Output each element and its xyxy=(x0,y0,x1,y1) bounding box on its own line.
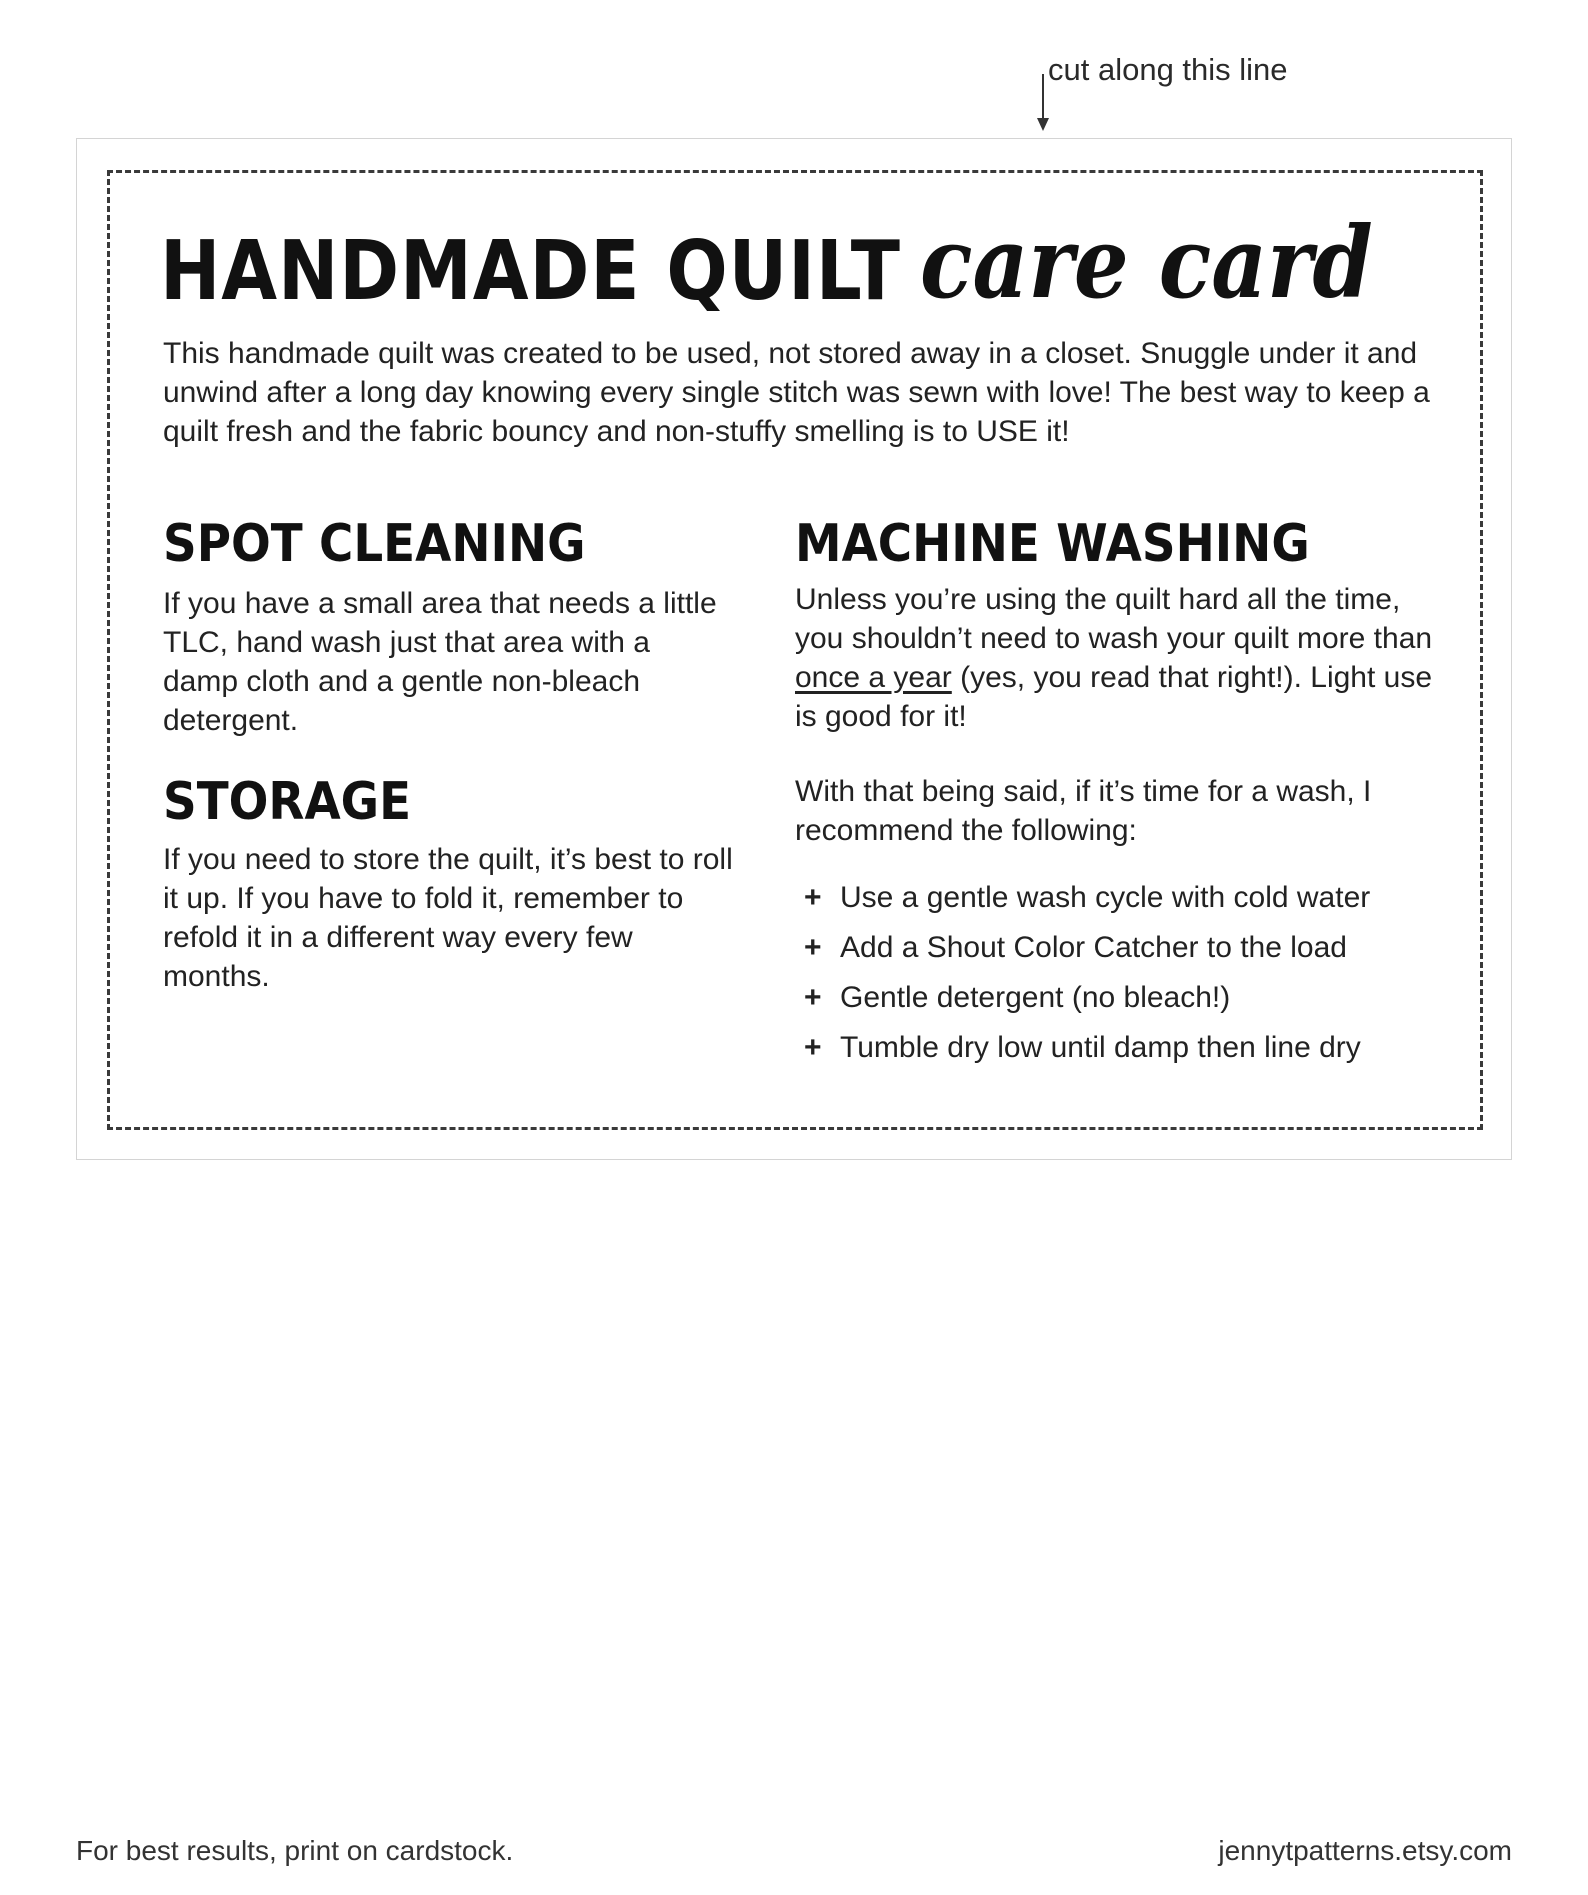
wash-instructions-list xyxy=(804,873,1371,1073)
intro-paragraph: This handmade quilt was created to be used, not stored away in a closet. Snuggle under it and unwind after a long day knowing every single stitch was sewn with love! The best way to keep a quilt fresh and the fabric bouncy and non-stuffy smelling is to USE it! xyxy=(163,337,1430,448)
storage-body: If you need to store the quilt, it’s best to roll it up. If you have to fold it, remember to refold it in a different way every few months. xyxy=(163,843,733,993)
plus-icon: + xyxy=(804,1031,822,1064)
title-script: care card xyxy=(920,206,1373,321)
print-tip: For best results, print on cardstock. xyxy=(76,1835,514,1866)
machine-washing-body xyxy=(795,580,1445,736)
shop-url: jennytpatterns.etsy.com xyxy=(1218,1835,1512,1866)
storage-heading: STORAGE xyxy=(163,772,412,832)
machine-washing-body-start: Unless you’re using the quilt hard all the time, you shouldn’t need to wash your quilt more than xyxy=(795,583,1433,655)
list-item: + Gentle detergent (no bleach!) xyxy=(840,973,1370,1023)
plus-icon: + xyxy=(804,881,822,914)
machine-washing-body-end: (yes, you read that right!). Light use is good for it! xyxy=(795,661,1433,733)
machine-washing-heading: MACHINE WASHING xyxy=(795,514,1310,574)
once-a-year-emphasis: once a year xyxy=(795,661,952,694)
list-item: + Tumble dry low until damp then line dry xyxy=(840,1023,1370,1073)
list-item: + Add a Shout Color Catcher to the load xyxy=(840,923,1370,973)
spot-cleaning-heading: SPOT CLEANING xyxy=(163,514,586,574)
spot-cleaning-body: If you have a small area that needs a little TLC, hand wash just that area with a damp cloth and a gentle non-bleach detergent. xyxy=(163,587,717,737)
machine-washing-followup: With that being said, if it’s time for a wash, I recommend the following: xyxy=(795,775,1372,847)
plus-icon: + xyxy=(804,981,822,1014)
plus-icon: + xyxy=(804,931,822,964)
cut-instruction-label: cut along this line xyxy=(1048,52,1288,87)
title-main: HANDMADE QUILT xyxy=(160,224,901,319)
list-item: + Use a gentle wash cycle with cold water xyxy=(840,873,1370,923)
